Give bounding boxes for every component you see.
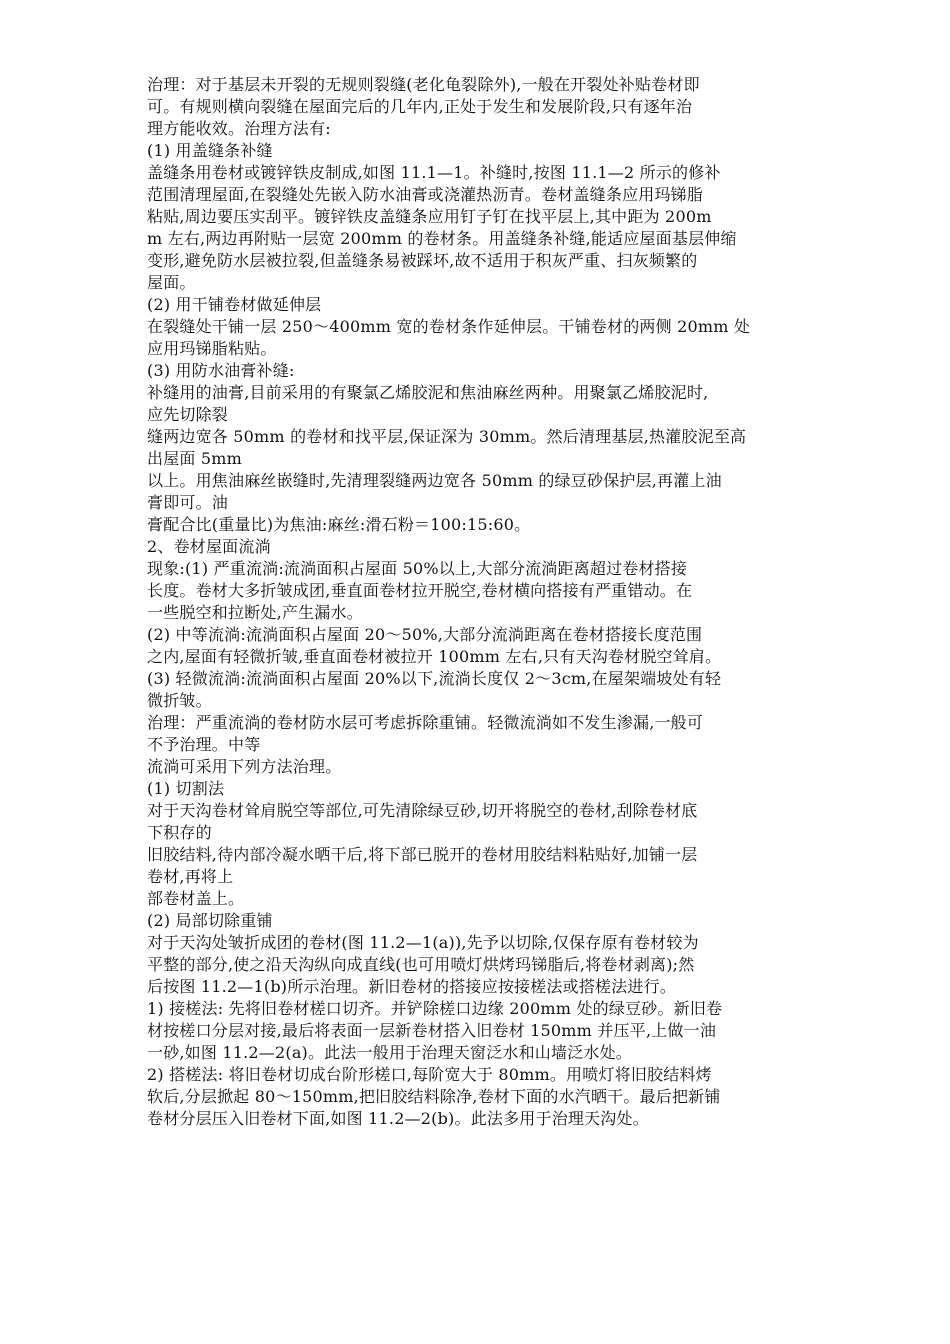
- text-line: 在裂缝处干铺一层 250～400mm 宽的卷材条作延伸层。干铺卷材的两侧 20mm 处: [147, 317, 751, 336]
- text-line: 理方能收效。治理方法有:: [147, 119, 331, 138]
- text-line: (2) 中等流淌:流淌面积占屋面 20～50%,大部分流淌距离在卷材搭接长度范围: [147, 625, 703, 644]
- text-line: (1) 切割法: [147, 779, 225, 798]
- text-line: 软后,分层掀起 80～150mm,把旧胶结料除净,卷材下面的水汽晒干。最后把新铺: [147, 1087, 721, 1106]
- text-line: 膏配合比(重量比)为焦油:麻丝:滑石粉＝100:15:60。: [147, 515, 531, 534]
- text-line: 平整的部分,使之沿天沟纵向成直线(也可用喷灯烘烤玛锑脂后,将卷材剥离);然: [147, 955, 695, 974]
- text-line: 缝两边宽各 50mm 的卷材和找平层,保证深为 30mm。然后清理基层,热灌胶泥至高: [147, 427, 747, 446]
- text-line: 一砂,如图 11.2—2(a)。此法一般用于治理天窗泛水和山墙泛水处。: [147, 1043, 633, 1062]
- text-line: 卷材,再将上: [147, 867, 234, 886]
- text-line: 材按槎口分层对接,最后将表面一层新卷材搭入旧卷材 150mm 并压平,上做一油: [147, 1021, 717, 1040]
- text-line: (2) 用干铺卷材做延伸层: [147, 295, 322, 314]
- text-line: (3) 轻微流淌:流淌面积占屋面 20%以下,流淌长度仅 2～3cm,在屋架端坡处有轻: [147, 669, 722, 688]
- text-line: 旧胶结料,待内部冷凝水晒干后,将下部已脱开的卷材用胶结料粘贴好,加铺一层: [147, 845, 698, 864]
- text-line: 范围清理屋面,在裂缝处先嵌入防水油膏或浇灌热沥青。卷材盖缝条应用玛锑脂: [147, 185, 704, 204]
- text-line: 1) 接槎法: 先将旧卷材槎口切齐。并铲除槎口边缘 200mm 处的绿豆砂。新旧卷: [147, 999, 723, 1018]
- text-line: 应用玛锑脂粘贴。: [147, 339, 277, 358]
- text-line: 下积存的: [147, 823, 212, 842]
- text-line: 微折皱。: [147, 691, 212, 710]
- text-line: 出屋面 5mm: [147, 449, 243, 468]
- text-line: 卷材分层压入旧卷材下面,如图 11.2—2(b)。此法多用于治理天沟处。: [147, 1109, 649, 1128]
- text-line: (1) 用盖缝条补缝: [147, 141, 273, 160]
- text-line: 流淌可采用下列方法治理。: [147, 757, 342, 776]
- text-line: 盖缝条用卷材或镀锌铁皮制成,如图 11.1—1。补缝时,按图 11.1—2 所示的修补: [147, 163, 721, 182]
- text-line: 2、卷材屋面流淌: [147, 537, 271, 556]
- text-line: 现象:(1) 严重流淌:流淌面积占屋面 50%以上,大部分流淌距离超过卷材搭接: [147, 559, 688, 578]
- text-line: 以上。用焦油麻丝嵌缝时,先清理裂缝两边宽各 50mm 的绿豆砂保护层,再灌上油: [147, 471, 722, 490]
- text-line: 2) 搭槎法: 将旧卷材切成台阶形槎口,每阶宽大于 80mm。用喷灯将旧胶结料烤: [147, 1065, 712, 1084]
- text-line: 部卷材盖上。: [147, 889, 245, 908]
- text-line: 对于天沟处皱折成团的卷材(图 11.2—1(a)),先予以切除,仅保存原有卷材较为: [147, 933, 699, 952]
- text-line: (3) 用防水油膏补缝:: [147, 361, 295, 380]
- text-line: 对于天沟卷材耸肩脱空等部位,可先清除绿豆砂,切开将脱空的卷材,刮除卷材底: [147, 801, 698, 820]
- text-line: 粘贴,周边要压实刮平。镀锌铁皮盖缝条应用钉子钉在找平层上,其中距为 200m: [147, 207, 712, 226]
- text-line: 变形,避免防水层被拉裂,但盖缝条易被踩坏,故不适用于积灰严重、扫灰频繁的: [147, 251, 698, 270]
- text-line: 治理：严重流淌的卷材防水层可考虑拆除重铺。轻微流淌如不发生渗漏,一般可: [147, 713, 704, 732]
- text-line: 之内,屋面有轻微折皱,垂直面卷材被拉开 100mm 左右,只有天沟卷材脱空耸肩。: [147, 647, 722, 666]
- text-line: 不予治理。中等: [147, 735, 261, 754]
- text-line: m 左右,两边再附贴一层宽 200mm 的卷材条。用盖缝条补缝,能适应屋面基层伸缩: [147, 229, 737, 248]
- text-line: 补缝用的油膏,目前采用的有聚氯乙烯胶泥和焦油麻丝两种。用聚氯乙烯胶泥时,: [147, 383, 709, 402]
- text-line: 膏即可。油: [147, 493, 229, 512]
- text-line: [147, 1130, 817, 1152]
- text-line: 一些脱空和拉断处,产生漏水。: [147, 603, 363, 622]
- text-line: 应先切除裂: [147, 405, 229, 424]
- text-line: 长度。卷材大多折皱成团,垂直面卷材拉开脱空,卷材横向搭接有严重错动。在: [147, 581, 693, 600]
- document-body: [147, 74, 817, 1152]
- text-line: 后按图 11.2—1(b)所示治理。新旧卷材的搭接应按接槎法或搭槎法进行。: [147, 977, 677, 996]
- text-line: (2) 局部切除重铺: [147, 911, 273, 930]
- text-line: 屋面。: [147, 273, 196, 292]
- text-line: 治理：对于基层未开裂的无规则裂缝(老化龟裂除外),一般在开裂处补贴卷材即: [147, 75, 700, 94]
- text-line: 可。有规则横向裂缝在屋面完后的几年内,正处于发生和发展阶段,只有逐年治: [147, 97, 693, 116]
